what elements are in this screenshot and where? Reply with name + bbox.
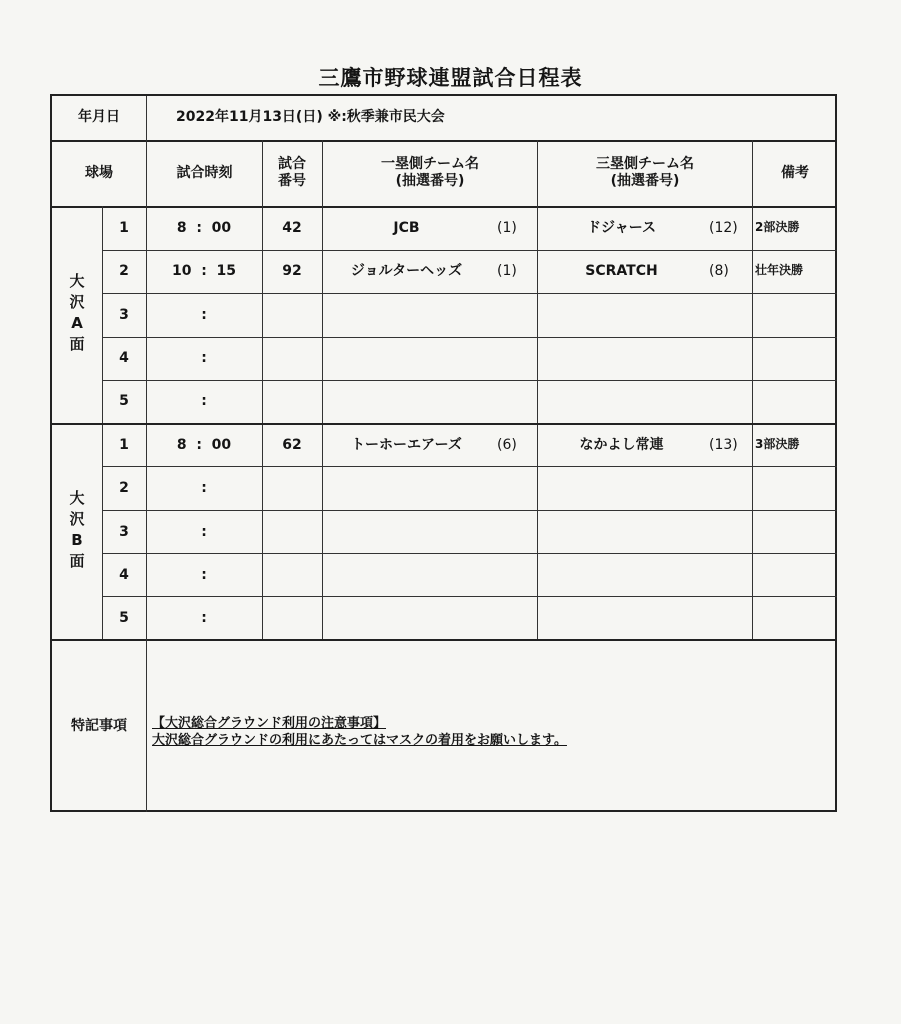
first-base-team: ジョルターヘッズ <box>350 263 463 280</box>
venue-name-char: 大 <box>69 488 85 507</box>
first-base-team: トーホーエアーズ <box>351 436 462 453</box>
third-header-line2: (抽選番号) <box>610 173 680 189</box>
match-number-header <box>262 156 322 190</box>
row-number: 1 <box>119 436 129 453</box>
special-notes-text: 大沢総合グラウンドの利用にあたってはマスクの着用をお願いします。 <box>152 733 567 748</box>
divider <box>52 140 835 142</box>
divider <box>752 140 753 640</box>
schedule-table <box>50 94 837 812</box>
first-base-team-header <box>323 156 537 190</box>
remarks: 3部決勝 <box>755 436 800 451</box>
match-time: : <box>201 349 207 366</box>
third-base-lot-number: (12) <box>709 219 738 236</box>
divider <box>52 206 835 208</box>
third-base-lot-number: (13) <box>709 436 738 453</box>
divider <box>102 510 837 511</box>
third-base-team: ドジャース <box>586 219 657 236</box>
match-time: 8 : 00 <box>176 219 232 236</box>
venue-name-char: 面 <box>69 334 85 353</box>
match-header-line1: 試合 <box>278 156 306 172</box>
match-time: : <box>201 610 207 627</box>
venue-name-char: B <box>71 530 83 549</box>
special-notes-label: 特記事項 <box>71 718 127 734</box>
divider <box>537 140 538 640</box>
date-value: 2022年11月13日(日) ※:秋季兼市民大会 <box>176 109 445 125</box>
match-time: 10 : 15 <box>171 263 237 280</box>
venue-name <box>52 488 102 572</box>
first-base-team: JCB <box>393 219 420 236</box>
row-number: 2 <box>119 263 129 280</box>
third-base-team: なかよし常連 <box>579 436 664 453</box>
row-number: 3 <box>119 306 129 323</box>
third-base-lot-number: (8) <box>709 263 729 280</box>
venue-name-char: A <box>71 313 83 332</box>
first-base-lot-number: (6) <box>497 436 517 453</box>
venue-name-char: 面 <box>69 551 85 570</box>
match-time: : <box>201 480 207 497</box>
match-header-line2: 番号 <box>278 173 306 189</box>
match-number: 42 <box>282 219 302 236</box>
date-label: 年月日 <box>78 109 120 125</box>
divider <box>102 250 837 251</box>
row-number: 1 <box>119 219 129 236</box>
row-number: 4 <box>119 566 129 583</box>
venue-name-char: 沢 <box>69 292 85 311</box>
third-base-team-header <box>538 156 752 190</box>
venue-name-char: 沢 <box>69 509 85 528</box>
divider <box>102 466 837 467</box>
divider <box>102 337 837 338</box>
match-time: : <box>201 393 207 410</box>
first-header-line1: 一塁側チーム名 <box>381 156 479 172</box>
row-number: 3 <box>119 523 129 540</box>
venue-name-char: 大 <box>69 271 85 290</box>
match-time: : <box>201 306 207 323</box>
row-number: 4 <box>119 349 129 366</box>
remarks: 2部決勝 <box>755 219 800 234</box>
match-number: 62 <box>282 436 302 453</box>
row-number: 5 <box>119 610 129 627</box>
page-title: 三鷹市野球連盟試合日程表 <box>318 66 583 90</box>
divider <box>102 596 837 597</box>
first-header-line2: (抽選番号) <box>395 173 465 189</box>
first-base-lot-number: (1) <box>497 263 517 280</box>
match-number: 92 <box>282 263 302 280</box>
time-header: 試合時刻 <box>176 165 233 181</box>
divider <box>52 639 835 641</box>
divider <box>102 553 837 554</box>
divider <box>146 140 147 640</box>
divider <box>322 140 323 640</box>
match-time: 8 : 00 <box>176 436 232 453</box>
third-base-team: SCRATCH <box>585 263 658 280</box>
divider <box>102 380 837 381</box>
venue-name <box>52 271 102 355</box>
match-time: : <box>201 523 207 540</box>
match-time: : <box>201 566 207 583</box>
venue-header: 球場 <box>85 165 113 181</box>
divider <box>102 293 837 294</box>
row-number: 2 <box>119 480 129 497</box>
first-base-lot-number: (1) <box>497 219 517 236</box>
divider <box>146 639 147 812</box>
notes-header: 備考 <box>781 165 809 181</box>
special-notes-heading: 【大沢総合グラウンド利用の注意事項】 <box>152 716 387 731</box>
third-header-line1: 三塁側チーム名 <box>596 156 694 172</box>
row-number: 5 <box>119 393 129 410</box>
divider <box>262 140 263 640</box>
remarks: 壮年決勝 <box>755 263 804 278</box>
divider <box>146 96 147 140</box>
divider <box>52 423 835 425</box>
